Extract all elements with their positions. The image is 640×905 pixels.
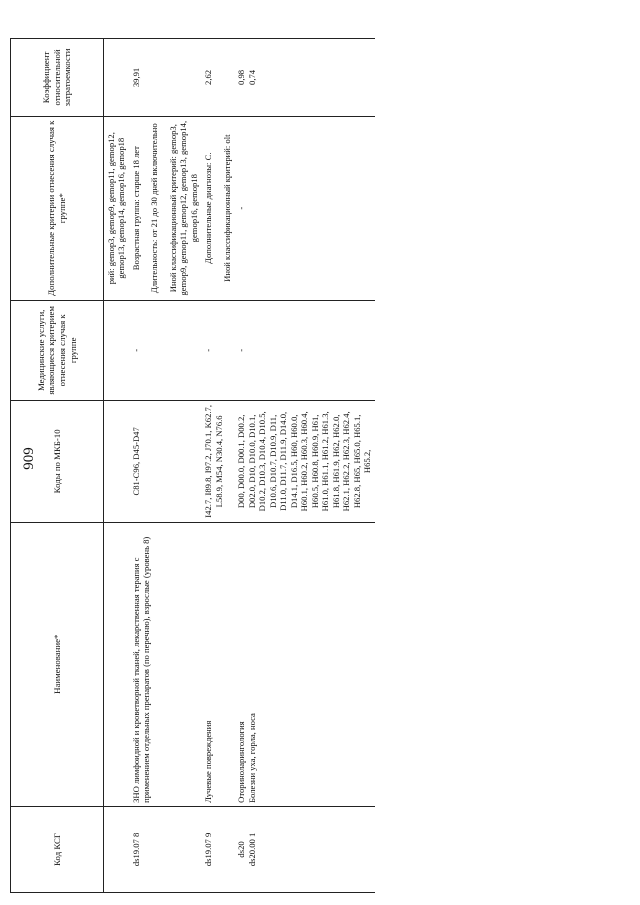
header-coefficient: Коэффициент относительной затратоемкости bbox=[11, 39, 104, 117]
cell-medical-services: - bbox=[201, 300, 234, 401]
cell-coefficient bbox=[234, 39, 374, 117]
ksg-coefficient: 0,74 bbox=[246, 69, 257, 85]
cell-criteria: - bbox=[234, 116, 374, 300]
ksg-code: ds20.00 1 bbox=[246, 832, 257, 867]
criteria-classification: Иной классификационный критерий: gemop3, gemop9, gemop11, gemop12, gemop13, gemop14, gemop16, gemop18 bbox=[167, 120, 199, 296]
ksg-table-sheet bbox=[10, 38, 620, 893]
criteria-age: Возрастная группа: старше 18 лет bbox=[130, 146, 141, 271]
profile-code: ds20 bbox=[236, 841, 247, 858]
cell-mkb: C81-C96, D45-D47 bbox=[129, 401, 201, 522]
cell-mkb: D00, D00.0, D00.1, D00.2, D02.0, D10, D10.0, D10.1, D10.2, D10.3, D10.4, D10.5, D10.6, D10.7, D10.9, D11, D11.0, D11.7, D11.9, D14.0, D14.1, D16.5, H60, H60.0, H60.1, H60.2, H60.3, H60.4, H60.5, H60.8, H60.9, H61, H61.0, H61.1, H61.2, H61.3, H61.8, H61.9, H62, H62.0, H62.1, H62.2, H62.3, H62.4, H62.8, H65, H65.0, H65.1, H65.2, bbox=[234, 401, 374, 522]
criteria-duration: Длительность: от 21 до 30 дней включительно bbox=[149, 123, 160, 294]
criteria-classification: Иной классификационный критерий: olt bbox=[221, 134, 232, 282]
table-row bbox=[201, 39, 234, 893]
cell-criteria bbox=[129, 116, 201, 300]
ksg-table bbox=[10, 38, 375, 893]
ksg-name: Болезни уха, горла, носа bbox=[246, 713, 257, 803]
cell-coefficient bbox=[104, 39, 129, 117]
cell-mkb: I42.7, I89.8, I97.2, J70.1, K62.7, L58.9, M54, N30.4, N76.6 bbox=[201, 401, 234, 522]
cell-code: ds19.07 8 bbox=[129, 806, 201, 892]
table-row bbox=[129, 39, 201, 893]
page-number: 606 bbox=[19, 447, 36, 470]
profile-coefficient: 0,98 bbox=[236, 69, 247, 85]
table-row bbox=[234, 39, 374, 893]
table-row bbox=[104, 39, 129, 893]
table-header-row bbox=[11, 39, 104, 893]
cell-name: ЗНО лимфоидной и кроветворной тканей, лекарственная терапия с применением отдельных препаратов (по перечню), взрослые (уровень 8) bbox=[129, 522, 201, 806]
cell-name bbox=[104, 522, 129, 806]
cell-medical-services: - bbox=[129, 300, 201, 401]
cell-medical-services bbox=[104, 300, 129, 401]
header-mkb: Коды по МКБ-10 bbox=[11, 401, 104, 522]
cell-code bbox=[104, 806, 129, 892]
header-criteria: Дополнительные критерии отнесения случая к группе* bbox=[11, 116, 104, 300]
cell-code bbox=[234, 806, 374, 892]
cell-coefficient: 2,62 bbox=[201, 39, 234, 117]
profile-name: Оториноларингология bbox=[236, 721, 247, 803]
cell-medical-services: - bbox=[234, 300, 374, 401]
cell-code: ds19.07 9 bbox=[201, 806, 234, 892]
cell-name: Лучевые повреждения bbox=[201, 522, 234, 806]
header-medical-services: Медицинские услуги, являющиеся критерием отнесения случая к группе bbox=[11, 300, 104, 401]
header-name: Наименование* bbox=[11, 522, 104, 806]
cell-criteria: рий: gemop3, gemop9, gemop11, gemop12, gemop13, gemop14, gemop16, gemop18 bbox=[104, 116, 129, 300]
cell-coefficient: 39,91 bbox=[129, 39, 201, 117]
cell-name bbox=[234, 522, 374, 806]
cell-criteria bbox=[201, 116, 234, 300]
cell-mkb bbox=[104, 401, 129, 522]
header-code: Код КСГ bbox=[11, 806, 104, 892]
criteria-additional-diagnoses: Дополнительные диагнозы: C. bbox=[203, 152, 214, 264]
